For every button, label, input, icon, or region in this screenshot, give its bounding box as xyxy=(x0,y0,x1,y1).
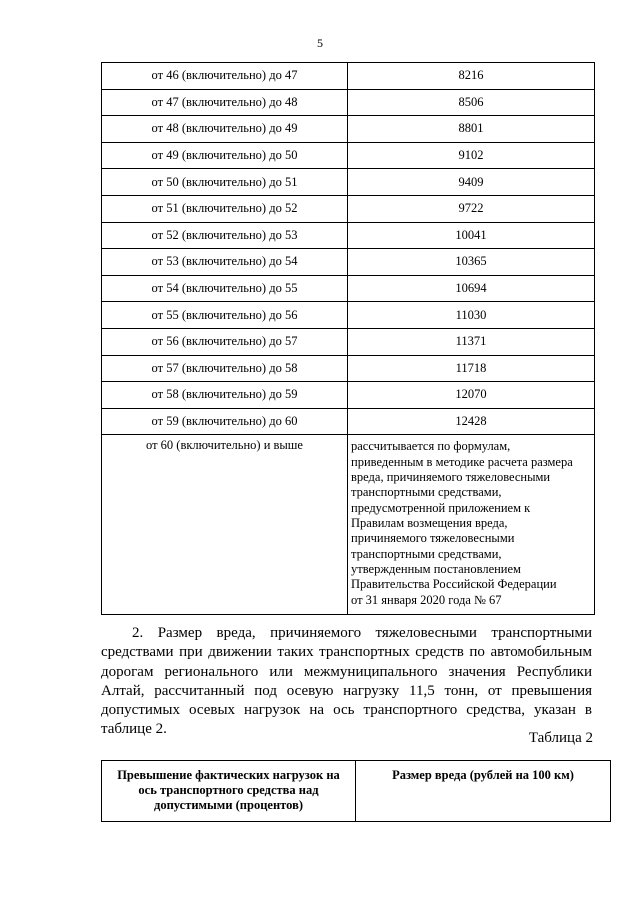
amount-cell: 10041 xyxy=(348,222,595,249)
range-cell: от 59 (включительно) до 60 xyxy=(102,408,348,435)
amount-cell: 9102 xyxy=(348,142,595,169)
amount-cell: 9722 xyxy=(348,195,595,222)
table-row xyxy=(102,302,595,329)
table-row xyxy=(102,195,595,222)
amount-cell: 8801 xyxy=(348,116,595,143)
range-cell: от 46 (включительно) до 47 xyxy=(102,63,348,90)
formula-note-line: вреда, причиняемого тяжеловесными xyxy=(351,470,551,484)
formula-note-line: Правилам возмещения вреда, xyxy=(351,516,508,531)
table-row xyxy=(102,222,595,249)
header-overload-percent xyxy=(102,761,356,822)
table-row xyxy=(102,382,595,409)
formula-note-line: приведенным в методике расчета размера xyxy=(351,454,573,469)
header-line: допустимыми (процентов) xyxy=(154,798,303,812)
header-damage-amount: Размер вреда (рублей на 100 км) xyxy=(356,761,611,822)
formula-note-line: предусмотренной приложением к xyxy=(351,500,531,515)
range-cell: от 50 (включительно) до 51 xyxy=(102,169,348,196)
range-cell: от 51 (включительно) до 52 xyxy=(102,195,348,222)
header-line: ось транспортного средства над xyxy=(138,783,319,797)
formula-note-line: транспортными средствами, xyxy=(351,546,502,561)
range-cell: от 47 (включительно) до 48 xyxy=(102,89,348,116)
damage-table-continuation xyxy=(101,62,595,615)
amount-cell: 9409 xyxy=(348,169,595,196)
formula-note-line: рассчитывается по формулам, xyxy=(351,439,511,454)
table-row xyxy=(102,116,595,143)
header-line: Превышение фактических нагрузок на xyxy=(117,768,340,782)
range-cell: от 60 (включительно) и выше xyxy=(102,435,348,615)
page-number: 5 xyxy=(317,36,323,50)
range-cell: от 57 (включительно) до 58 xyxy=(102,355,348,382)
range-cell: от 54 (включительно) до 55 xyxy=(102,275,348,302)
amount-cell: 8506 xyxy=(348,89,595,116)
formula-note-line: от 31 января 2020 года № 67 xyxy=(351,592,502,607)
amount-cell: 10365 xyxy=(348,249,595,276)
range-cell: от 49 (включительно) до 50 xyxy=(102,142,348,169)
range-cell: от 53 (включительно) до 54 xyxy=(102,249,348,276)
table-row xyxy=(102,355,595,382)
amount-cell: 11718 xyxy=(348,355,595,382)
amount-cell: 10694 xyxy=(348,275,595,302)
formula-note-cell xyxy=(348,435,595,615)
table-row-last xyxy=(102,435,595,615)
table-row xyxy=(102,169,595,196)
damage-table-2 xyxy=(101,760,611,822)
formula-note-line: причиняемого тяжеловесными xyxy=(351,531,515,546)
amount-cell: 8216 xyxy=(348,63,595,90)
table-row xyxy=(102,275,595,302)
table-header-row xyxy=(102,761,611,822)
range-cell: от 58 (включительно) до 59 xyxy=(102,382,348,409)
table-2-caption: Таблица 2 xyxy=(528,730,593,746)
table-row xyxy=(102,249,595,276)
range-cell: от 56 (включительно) до 57 xyxy=(102,328,348,355)
amount-cell: 12070 xyxy=(348,382,595,409)
amount-cell: 11371 xyxy=(348,328,595,355)
amount-cell: 11030 xyxy=(348,302,595,329)
amount-cell: 12428 xyxy=(348,408,595,435)
range-cell: от 55 (включительно) до 56 xyxy=(102,302,348,329)
table-row xyxy=(102,89,595,116)
table-row xyxy=(102,408,595,435)
table-row xyxy=(102,63,595,90)
formula-note-line: Правительства Российской Федерации xyxy=(351,577,557,592)
formula-note-line: транспортными средствами, xyxy=(351,485,502,500)
table-row xyxy=(102,142,595,169)
table-row xyxy=(102,328,595,355)
range-cell: от 48 (включительно) до 49 xyxy=(102,116,348,143)
paragraph-2: 2. Размер вреда, причиняемого тяжеловесными транспортными средствами при движении таких транспортных средств по автомобильным дорогам регионального или межмуниципального значения Республики Алтай, рассчитанный под осевую нагрузку 11,5 тонн, от превышения допустимых осевых нагрузок на ось транспортного средства, указан в таблице 2. xyxy=(101,625,592,738)
range-cell: от 52 (включительно) до 53 xyxy=(102,222,348,249)
formula-note-line: утвержденным постановлением xyxy=(351,562,521,577)
